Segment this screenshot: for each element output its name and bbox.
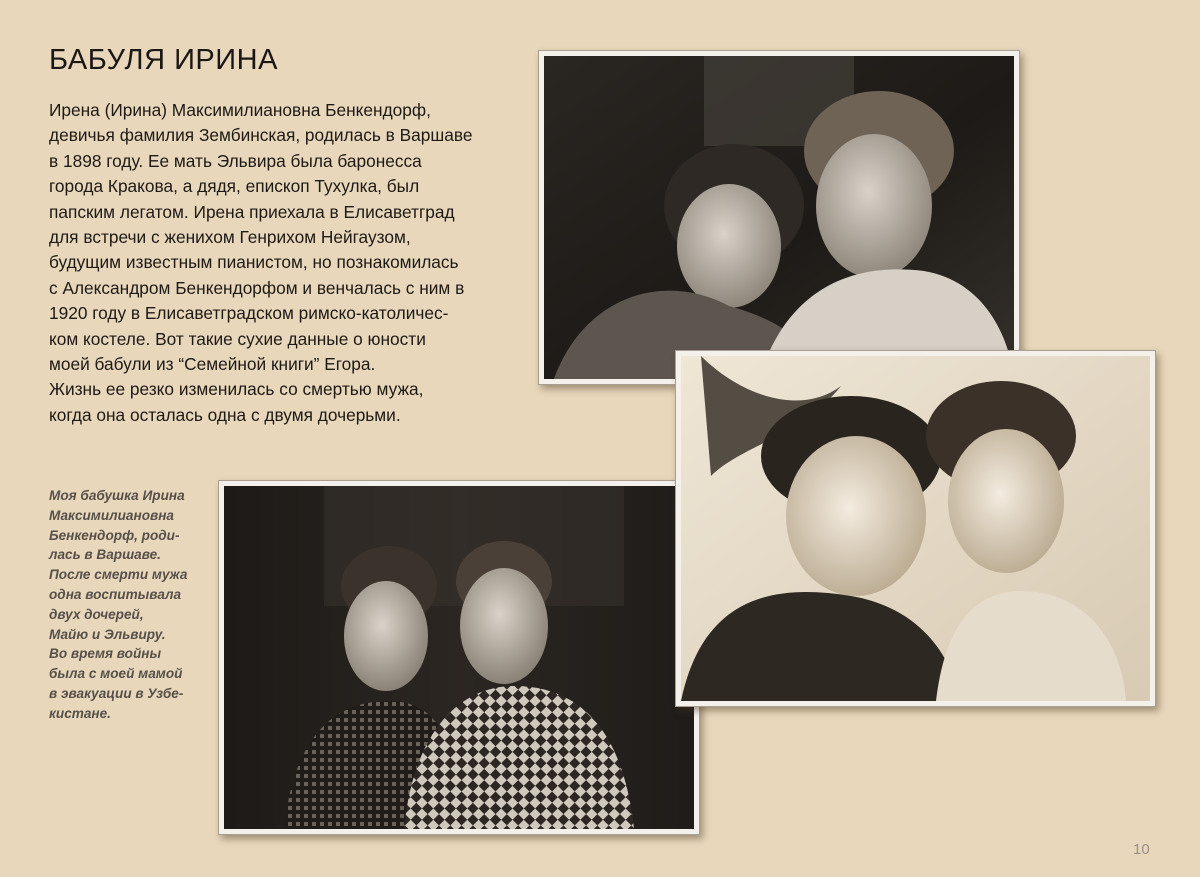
biography-line: будущим известным пианистом, но познакомилась bbox=[49, 252, 459, 273]
biography-line: девичья фамилия Зембинская, родилась в Варшаве bbox=[49, 125, 473, 146]
photo-image bbox=[544, 56, 1014, 379]
biography-line: в 1898 году. Ее мать Эльвира была баронесса bbox=[49, 150, 422, 171]
caption-line: кистане. bbox=[49, 705, 111, 721]
caption-line: лась в Варшаве. bbox=[49, 547, 161, 563]
photo-image bbox=[681, 356, 1150, 701]
biography-line: с Александром Бенкендорфом и венчалась с ним в bbox=[49, 277, 465, 298]
biography-line: ком костеле. Вот такие сухие данные о юности bbox=[49, 328, 426, 349]
caption-line: Майю и Эльвиру. bbox=[49, 626, 166, 642]
caption-line: Бенкендорф, роди- bbox=[49, 527, 180, 543]
biography-line: города Кракова, а дядя, епископ Тухулка, был bbox=[49, 176, 420, 197]
biography-line: Жизнь ее резко изменилась со смертью мужа, bbox=[49, 379, 424, 400]
biography-text bbox=[49, 98, 519, 428]
biography-line: 1920 году в Елисаветградском римско-католичес- bbox=[49, 303, 449, 324]
biography-line: Ирена (Ирина) Максимилиановна Бенкендорф, bbox=[49, 100, 431, 120]
biography-line: когда она осталась одна с двумя дочерьми. bbox=[49, 404, 401, 425]
page-number: 10 bbox=[1133, 841, 1150, 858]
caption-line: в эвакуации в Узбе- bbox=[49, 685, 184, 701]
caption-line: одна воспитывала bbox=[49, 586, 182, 602]
photo-woman-and-child-sepia bbox=[675, 350, 1156, 707]
photo-image bbox=[224, 486, 694, 829]
photo-caption bbox=[49, 486, 219, 724]
caption-line: двух дочерей, bbox=[49, 606, 144, 622]
page-title: БАБУЛЯ ИРИНА bbox=[49, 44, 278, 76]
caption-line: Во время войны bbox=[49, 646, 162, 662]
biography-line: для встречи с женихом Генрихом Нейгаузом, bbox=[49, 227, 411, 248]
biography-line: папским легатом. Ирена приехала в Елисаветград bbox=[49, 201, 455, 222]
caption-line: Максимилиановна bbox=[49, 507, 174, 523]
caption-line: была с моей мамой bbox=[49, 666, 183, 682]
caption-line: После смерти мужа bbox=[49, 567, 188, 583]
photo-women-in-checkered-dresses bbox=[218, 480, 700, 835]
biography-line: моей бабули из “Семейной книги” Егора. bbox=[49, 354, 376, 375]
photo-two-women-portrait bbox=[538, 50, 1020, 385]
caption-line: Моя бабушка Ирина bbox=[49, 488, 185, 503]
